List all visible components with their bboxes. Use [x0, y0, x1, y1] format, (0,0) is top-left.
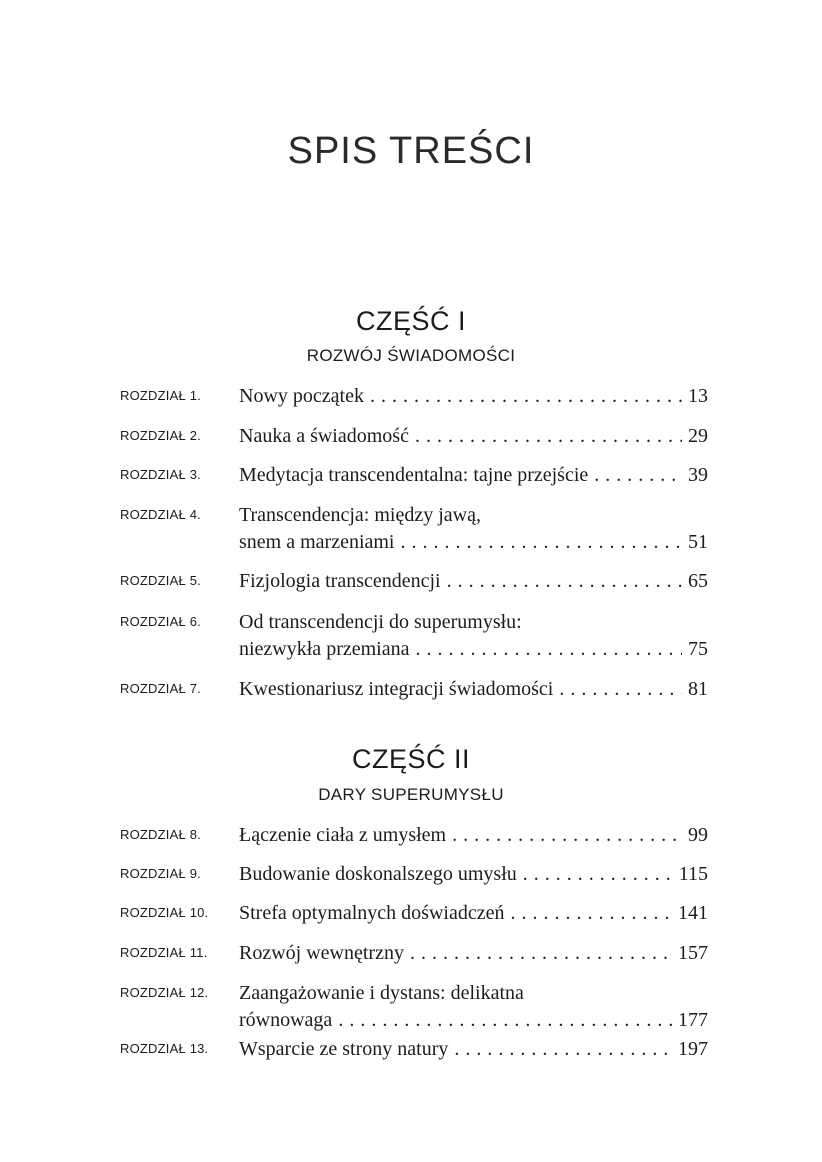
- dot-leader: [415, 636, 682, 663]
- toc-entry-ch5[interactable]: [120, 568, 708, 595]
- toc-entry-ch11[interactable]: [120, 940, 708, 967]
- toc-entry-ch2[interactable]: [120, 423, 708, 450]
- part-1-heading: CZĘŚĆ I: [355, 306, 466, 336]
- toc-entry-ch1[interactable]: [120, 383, 708, 410]
- chapter-label: ROZDZIAŁ 10.: [120, 905, 209, 920]
- dot-leader: [510, 900, 672, 927]
- chapter-label: ROZDZIAŁ 5.: [120, 573, 201, 588]
- toc-entry-ch6[interactable]: [120, 609, 708, 663]
- chapter-label: ROZDZIAŁ 12.: [120, 985, 209, 1000]
- chapter-title: Strefa optymalnych doświadczeń: [239, 902, 505, 924]
- chapter-title: Rozwój wewnętrzny: [239, 942, 404, 964]
- chapter-title: Kwestionariusz integracji świadomości: [239, 678, 554, 700]
- chapter-label: ROZDZIAŁ 11.: [120, 945, 208, 960]
- chapter-title-cont: niezwykła przemiana: [239, 638, 410, 660]
- dot-leader: [370, 383, 682, 410]
- toc-entry-ch7[interactable]: [120, 676, 708, 703]
- page-number: 29: [688, 425, 708, 447]
- dot-leader: [454, 1036, 672, 1063]
- dot-leader: [410, 940, 672, 967]
- chapter-label: ROZDZIAŁ 1.: [120, 388, 201, 403]
- chapter-title-cont: równowaga: [239, 1009, 333, 1031]
- chapter-title: Wsparcie ze strony natury: [239, 1038, 449, 1060]
- chapter-label: ROZDZIAŁ 9.: [120, 866, 201, 881]
- chapter-title: Transcendencja: między jawą,: [239, 504, 481, 526]
- page-number: 99: [688, 824, 708, 846]
- dot-leader: [447, 568, 682, 595]
- chapter-title: Medytacja transcendentalna: tajne przejście: [239, 464, 589, 486]
- chapter-title-cont: snem a marzeniami: [239, 531, 395, 553]
- chapter-label: ROZDZIAŁ 2.: [120, 428, 201, 443]
- chapter-label: ROZDZIAŁ 8.: [120, 827, 201, 842]
- dot-leader: [415, 423, 682, 450]
- page-number: 51: [688, 531, 708, 553]
- dot-leader: [523, 861, 673, 888]
- chapter-title: Budowanie doskonalszego umysłu: [239, 863, 517, 885]
- chapter-title: Zaangażowanie i dystans: delikatna: [239, 982, 524, 1004]
- dot-leader: [452, 822, 682, 849]
- dot-leader: [559, 676, 682, 703]
- toc-entry-ch8[interactable]: [120, 822, 708, 849]
- chapter-title: Fizjologia transcendencji: [239, 570, 441, 592]
- toc-entry-ch10[interactable]: [120, 900, 708, 927]
- dot-leader: [401, 529, 683, 556]
- chapter-label: ROZDZIAŁ 6.: [120, 614, 201, 629]
- page-title: SPIS TREŚCI: [287, 130, 535, 172]
- page-number: 13: [688, 385, 708, 407]
- chapter-title: Od transcendencji do superumysłu:: [239, 611, 522, 633]
- dot-leader: [338, 1007, 672, 1034]
- toc-entry-ch9[interactable]: [120, 861, 708, 888]
- part-2-subtitle: DARY SUPERUMYSŁU: [318, 785, 504, 804]
- toc-entry-ch12[interactable]: [120, 980, 708, 1034]
- page-number: 177: [678, 1009, 708, 1031]
- chapter-label: ROZDZIAŁ 13.: [120, 1041, 209, 1056]
- chapter-label: ROZDZIAŁ 4.: [120, 507, 201, 522]
- toc-entry-ch3[interactable]: [120, 462, 708, 489]
- chapter-title: Nauka a świadomość: [239, 425, 409, 447]
- dot-leader: [594, 462, 682, 489]
- page-number: 115: [678, 863, 708, 885]
- page-number: 81: [688, 678, 708, 700]
- chapter-title: Łączenie ciała z umysłem: [239, 824, 447, 846]
- page-number: 65: [688, 570, 708, 592]
- chapter-label: ROZDZIAŁ 7.: [120, 681, 201, 696]
- toc-entry-ch13[interactable]: [120, 1036, 708, 1063]
- page-number: 157: [678, 942, 708, 964]
- part-1-subtitle: ROZWÓJ ŚWIADOMOŚCI: [306, 346, 516, 365]
- page-number: 75: [688, 638, 708, 660]
- toc-entry-ch4[interactable]: [120, 502, 708, 556]
- chapter-title: Nowy początek: [239, 385, 364, 407]
- chapter-label: ROZDZIAŁ 3.: [120, 467, 201, 482]
- page-number: 141: [678, 902, 708, 924]
- part-2-heading: CZĘŚĆ II: [351, 744, 470, 774]
- page-number: 39: [688, 464, 708, 486]
- page-number: 197: [678, 1038, 708, 1060]
